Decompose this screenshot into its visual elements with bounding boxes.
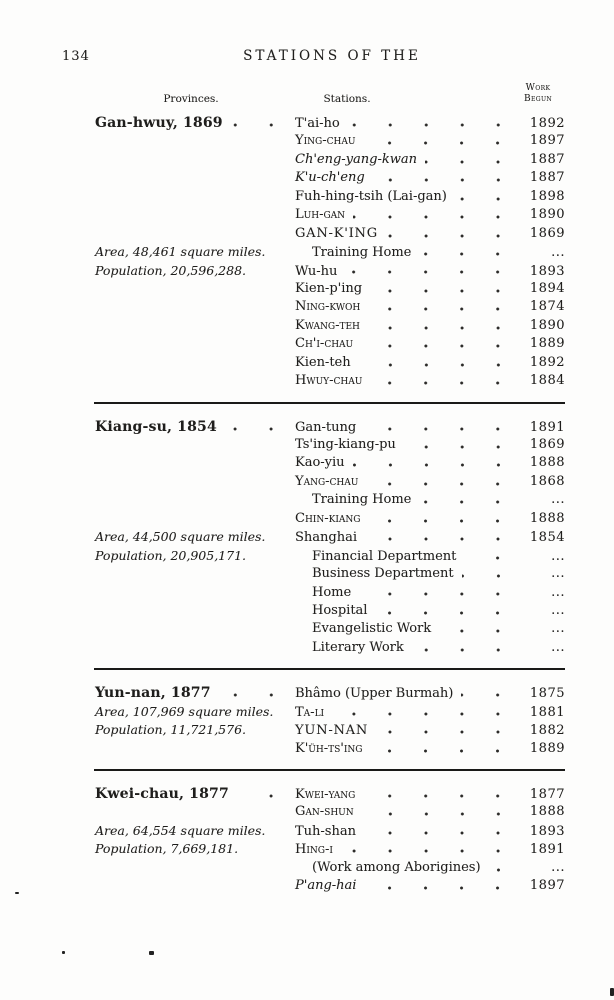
dot-leader — [363, 785, 518, 803]
work-begun-date: 1897 — [529, 878, 565, 894]
dot-leader — [439, 620, 518, 638]
table-row — [0, 803, 614, 821]
dot-leader — [455, 188, 518, 206]
scan-speck — [62, 951, 65, 954]
dot-leader — [345, 262, 518, 280]
work-begun-date: 1891 — [529, 842, 565, 858]
station-name: Evangelistic Work — [312, 621, 432, 637]
station-name: Kao-yiu — [295, 455, 345, 471]
page-number: 134 — [62, 49, 90, 64]
left-cell — [95, 547, 295, 565]
dot-leader — [368, 298, 518, 316]
left-cell — [95, 684, 295, 702]
station-name: Gan-shun — [295, 804, 354, 820]
table-row — [0, 473, 614, 491]
dot-leader — [365, 528, 518, 546]
station-name: Kien-teh — [295, 354, 351, 370]
population-label: Population, 20,905,171. — [95, 547, 247, 563]
table-row — [0, 280, 614, 298]
dot-leader — [489, 859, 518, 877]
table-row — [0, 528, 614, 546]
work-begun-date: 1884 — [529, 373, 565, 389]
table-row — [0, 639, 614, 657]
station-name: T'ai-ho — [295, 116, 340, 131]
table-row — [0, 620, 614, 638]
table-row — [0, 684, 614, 702]
province-label: Yun-nan, 1877 — [95, 685, 211, 702]
station-name: Ch'eng-yang-kwan — [295, 151, 417, 167]
work-begun-date: 1869 — [529, 437, 565, 452]
station-name: Tuh-shan — [295, 823, 356, 839]
dot-leader — [362, 803, 518, 821]
dot-leader — [370, 372, 518, 390]
work-begun-date: 1877 — [529, 787, 565, 802]
table-row — [0, 335, 614, 353]
work-begun-date: 1898 — [529, 188, 565, 204]
work-begun-date: 1893 — [529, 263, 565, 279]
dot-leader — [461, 684, 518, 702]
scan-speck — [149, 951, 154, 955]
work-begun-date: 1890 — [529, 207, 565, 223]
table-row — [0, 840, 614, 858]
work-begun-date: 1882 — [529, 723, 565, 739]
work-begun-date: ... — [551, 548, 565, 564]
station-name: Hospital — [312, 602, 368, 618]
work-begun-date: ... — [551, 584, 565, 600]
left-cell — [95, 243, 295, 261]
table-row — [0, 602, 614, 620]
table-row — [0, 151, 614, 169]
station-name: Kwang-teh — [295, 317, 360, 333]
dot-leader — [332, 703, 518, 721]
station-name: Hing-i — [295, 842, 333, 858]
province-section — [0, 114, 614, 391]
table-row — [0, 721, 614, 739]
dot-leader — [225, 418, 291, 436]
station-name: Literary Work — [312, 639, 404, 655]
station-name: Hwuy-chau — [295, 373, 363, 389]
work-begun-date: 1854 — [529, 530, 565, 546]
left-cell — [95, 262, 295, 280]
column-header-work-line2: Begun — [523, 93, 553, 104]
station-name: Training Home — [312, 492, 412, 508]
running-head: STATIONS OF THE — [243, 48, 421, 64]
dot-leader — [368, 510, 518, 528]
column-header-provinces: Provinces. — [163, 93, 219, 105]
table-row — [0, 262, 614, 280]
dot-leader — [370, 280, 518, 298]
table-row — [0, 877, 614, 895]
work-begun-date: ... — [551, 492, 565, 508]
table-row — [0, 225, 614, 243]
station-name: Ta-li — [295, 704, 325, 720]
province-label: Kwei-chau, 1877 — [95, 786, 229, 802]
dot-leader — [237, 785, 291, 803]
table-row — [0, 436, 614, 454]
table-row — [0, 169, 614, 187]
dot-leader — [364, 877, 518, 895]
column-header-stations: Stations. — [323, 93, 371, 105]
work-begun-date: 1889 — [529, 740, 565, 756]
work-begun-date: 1881 — [529, 704, 565, 720]
station-name: GAN-K'ING — [295, 225, 378, 241]
work-begun-date: 1887 — [529, 170, 565, 186]
station-name: Ning-kwoh — [295, 299, 361, 315]
work-begun-date: 1887 — [529, 151, 565, 167]
area-label: Area, 48,461 square miles. — [95, 244, 266, 260]
table-row — [0, 188, 614, 206]
province-section — [0, 785, 614, 896]
station-name: K'üh-ts'ing — [295, 740, 363, 756]
dot-leader — [348, 114, 518, 132]
section-divider — [94, 769, 565, 771]
dot-leader — [359, 584, 518, 602]
work-begun-date: 1868 — [529, 473, 565, 489]
column-header-work-begun — [508, 83, 568, 104]
dot-leader — [364, 822, 518, 840]
dot-leader — [364, 418, 518, 436]
dot-leader — [419, 491, 518, 509]
work-begun-date: 1891 — [529, 419, 565, 435]
station-name: K'u-ch'eng — [295, 170, 365, 186]
station-name: Fuh-hing-tsih (Lai-gan) — [295, 188, 447, 204]
station-name: Business Department — [312, 566, 454, 582]
area-label: Area, 44,500 square miles. — [95, 529, 266, 545]
station-name: Financial Department — [312, 548, 457, 564]
table-row — [0, 547, 614, 565]
stations-table — [0, 114, 614, 896]
table-row — [0, 114, 614, 132]
station-name: Kien-p'ing — [295, 280, 363, 296]
left-cell — [95, 528, 295, 546]
dot-leader — [353, 206, 518, 224]
work-begun-date: 1888 — [529, 510, 565, 526]
station-name: Kwei-yang — [295, 787, 356, 802]
station-name: Ts'ing-kiang-pu — [295, 437, 396, 452]
scan-speck — [15, 892, 19, 894]
population-label: Population, 7,669,181. — [95, 841, 239, 857]
station-name: P'ang-hai — [295, 878, 357, 894]
dot-leader — [375, 602, 518, 620]
work-begun-date: 1897 — [529, 133, 565, 149]
area-label: Area, 64,554 square miles. — [95, 822, 266, 838]
work-begun-date: 1890 — [529, 317, 565, 333]
work-begun-date: 1892 — [529, 354, 565, 370]
table-row — [0, 491, 614, 509]
station-name: (Work among Aborigines) — [312, 859, 481, 875]
population-label: Population, 11,721,576. — [95, 722, 247, 738]
province-label: Gan-hwuy, 1869 — [95, 115, 223, 131]
scan-speck — [610, 988, 614, 996]
station-name: Ch'i-chau — [295, 336, 354, 352]
dot-leader — [231, 114, 291, 132]
table-row — [0, 785, 614, 803]
work-begun-date: 1893 — [529, 823, 565, 839]
dot-leader — [361, 335, 518, 353]
table-row — [0, 298, 614, 316]
work-begun-date: ... — [551, 859, 565, 875]
province-section — [0, 684, 614, 758]
table-row — [0, 454, 614, 472]
province-label: Kiang-su, 1854 — [95, 418, 217, 435]
dot-leader — [425, 151, 518, 169]
table-row — [0, 565, 614, 583]
station-name: Shanghai — [295, 530, 358, 546]
dot-leader — [419, 243, 518, 261]
table-row — [0, 206, 614, 224]
table-row — [0, 418, 614, 436]
dot-leader — [462, 565, 518, 583]
work-begun-date: 1888 — [529, 804, 565, 820]
work-begun-date: ... — [551, 621, 565, 637]
table-row — [0, 703, 614, 721]
station-name: Yang-chau — [295, 473, 359, 489]
station-name: Chin-kiang — [295, 510, 361, 526]
table-row — [0, 822, 614, 840]
table-row — [0, 132, 614, 150]
left-cell — [95, 721, 295, 739]
dot-leader — [386, 225, 518, 243]
station-name: Bhâmo (Upper Burmah) — [295, 686, 454, 702]
dot-leader — [341, 840, 518, 858]
left-cell — [95, 114, 295, 132]
dot-leader — [373, 169, 518, 187]
dot-leader — [219, 684, 291, 702]
left-cell — [95, 418, 295, 436]
population-label: Population, 20,596,288. — [95, 262, 247, 278]
table-row — [0, 510, 614, 528]
station-name: Wu-hu — [295, 263, 338, 279]
dot-leader — [359, 354, 518, 372]
dot-leader — [464, 547, 518, 565]
province-section — [0, 418, 614, 658]
station-name: Home — [312, 584, 352, 600]
table-row — [0, 317, 614, 335]
table-row — [0, 859, 614, 877]
dot-leader — [376, 721, 518, 739]
section-divider — [94, 402, 565, 404]
work-begun-date: ... — [551, 639, 565, 655]
work-begun-date: 1869 — [529, 225, 565, 241]
dot-leader — [353, 454, 518, 472]
left-cell — [95, 703, 295, 721]
dot-leader — [404, 436, 518, 454]
work-begun-date: 1894 — [529, 280, 565, 296]
area-label: Area, 107,969 square miles. — [95, 703, 274, 719]
work-begun-date: 1874 — [529, 299, 565, 315]
work-begun-date: 1875 — [529, 686, 565, 702]
work-begun-date: ... — [551, 245, 565, 261]
work-begun-date: 1888 — [529, 455, 565, 471]
work-begun-date: ... — [551, 602, 565, 618]
table-row — [0, 354, 614, 372]
station-name: Gan-tung — [295, 419, 357, 435]
dot-leader — [368, 317, 518, 335]
column-header-work-line1: Work — [525, 83, 551, 93]
dot-leader — [412, 639, 518, 657]
dot-leader — [366, 473, 518, 491]
table-row — [0, 243, 614, 261]
station-name: Ying-chau — [295, 133, 356, 149]
work-begun-date: ... — [551, 566, 565, 582]
section-divider — [94, 668, 565, 670]
left-cell — [95, 840, 295, 858]
station-name: Training Home — [312, 245, 412, 261]
station-name: YUN-NAN — [295, 723, 369, 739]
dot-leader — [363, 132, 518, 150]
work-begun-date: 1889 — [529, 336, 565, 352]
left-cell — [95, 785, 295, 803]
work-begun-date: 1892 — [529, 116, 565, 131]
station-name: Luh-gan — [295, 207, 346, 223]
left-cell — [95, 822, 295, 840]
table-row — [0, 740, 614, 758]
dot-leader — [370, 740, 518, 758]
table-row — [0, 584, 614, 602]
table-row — [0, 372, 614, 390]
